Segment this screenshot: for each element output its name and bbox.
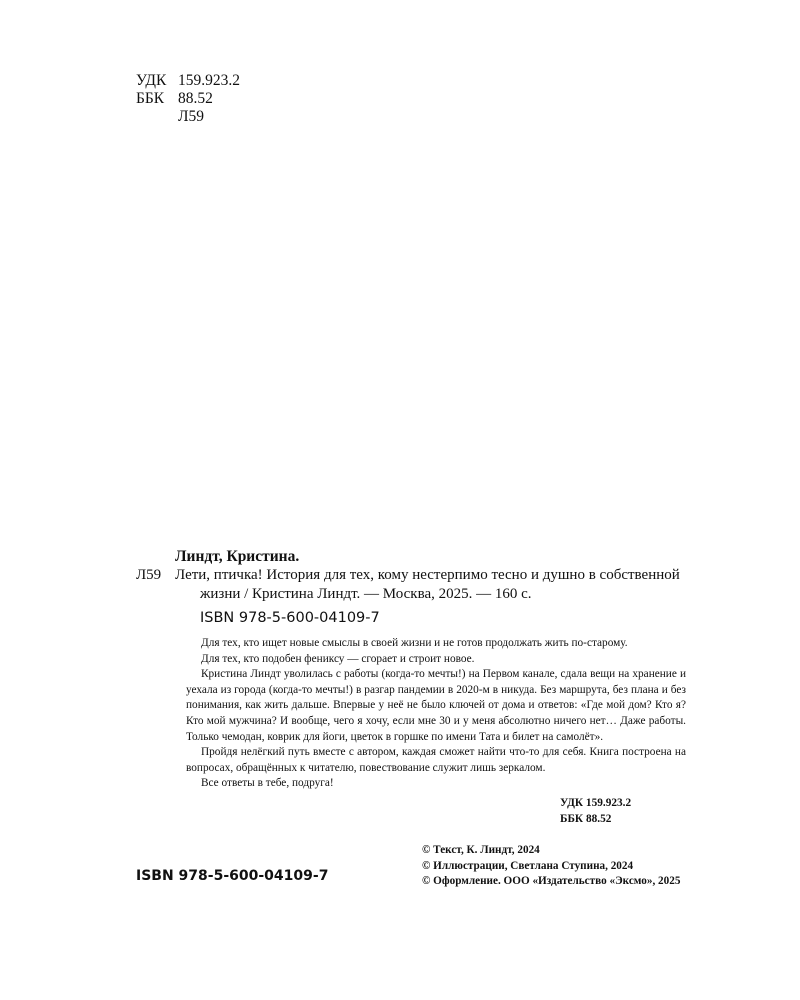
author-mark: Л59 [178,108,205,125]
card-isbn: ISBN 978-5-600-04109-7 [200,610,380,626]
annotation-udk: УДК 159.923.2 [560,797,632,809]
copyright-block [422,843,680,890]
copyright-text: © Текст, К. Линдт, 2024 [422,844,540,856]
udk-label: УДК [136,72,167,89]
annotation-paragraph-5: Все ответы в тебе, подруга! [201,777,334,790]
card-code: Л59 [136,567,162,583]
bottom-isbn: ISBN 978-5-600-04109-7 [136,868,329,884]
copyright-illustrations: © Иллюстрации, Светлана Ступина, 2024 [422,859,634,872]
copyright-design: © Оформление. ООО «Издательство «Эксмо», 2025 [422,875,681,887]
udk-value: 159.923.2 [178,72,240,89]
annotation-paragraph-4: Пройдя нелёгкий путь вместе с автором, каждая сможет найти что-то для себя. Книга построена на вопросах, обращённых к читателю, повествование служит лишь зеркалом. [186,746,686,774]
bbk-value: 88.52 [178,90,213,107]
bbk-label: ББК [136,90,165,107]
card-description [175,566,710,604]
annotation-classification [560,796,666,827]
udk-line [136,72,240,90]
annotation [186,636,686,792]
bbk-line [136,90,213,108]
annotation-paragraph-2: Для тех, кто подобен фениксу — сгорает и строит новое. [201,652,475,665]
annotation-paragraph-3: Кристина Линдт уволилась с работы (когда-то мечты!) на Первом канале, сдала вещи на хранение и уехала из города (когда-то мечты!) в разгар пандемии в 2020-м в никуда. Без маршрута, без плана и без понимания, как жить дальше. Впервые у неё не было ключей от дома и ответов: «Где мой дом? Кто я? Кто мой мужчина? И вообще, чего я хочу, если мне 30 и у меня абсолютно ничего нет… Даже работы. Только чемодан, коврик для йоги, цветок в горшке по имени Тата и билет на самолёт». [186,668,686,743]
card-description-text: Лети, птичка! История для тех, кому нестерпимо тесно и душно в собственной жизни / Кристина Линдт. — Москва, 2025. — 160 с. [175,567,680,602]
annotation-paragraph-1: Для тех, кто ищет новые смыслы в своей жизни и не готов продолжать жить по-старому. [201,637,628,649]
annotation-bbk: ББК 88.52 [560,812,612,825]
card-author: Линдт, Кристина. [175,548,300,565]
